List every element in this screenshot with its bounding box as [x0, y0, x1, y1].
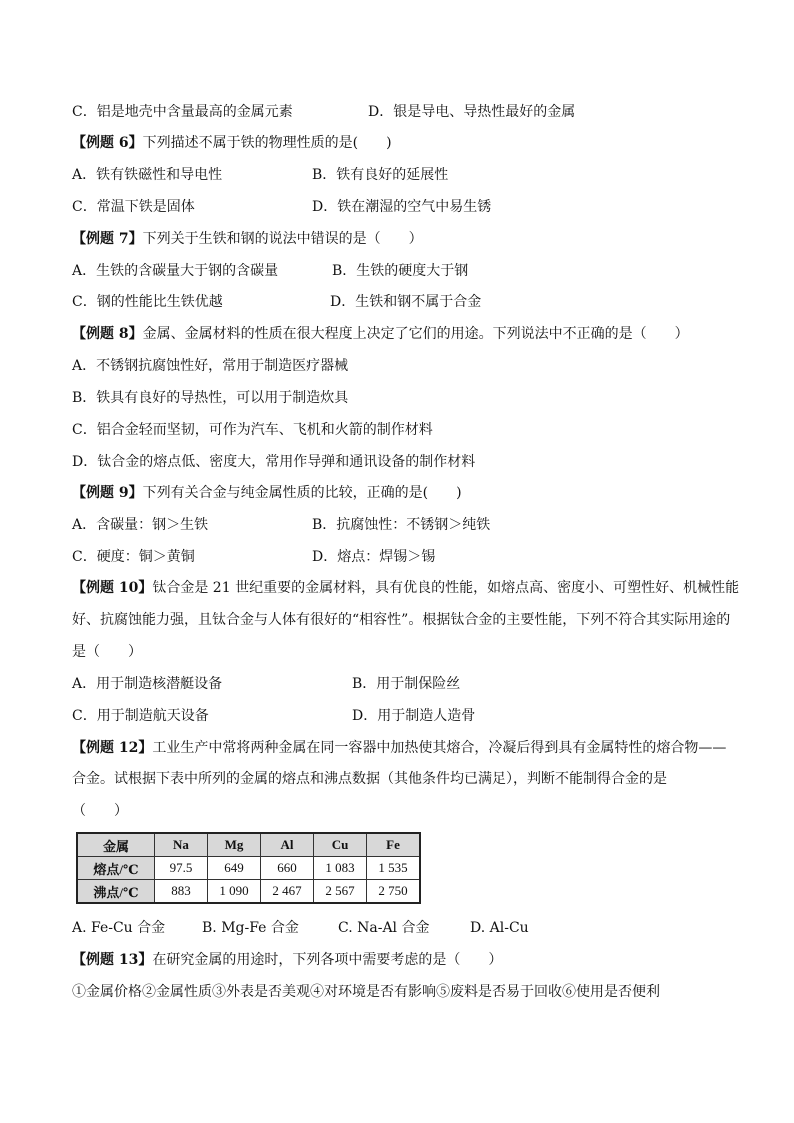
q12-tag: 【例题 12】	[72, 740, 153, 756]
q12-option-b: B. Mg-Fe 合金	[202, 920, 299, 936]
q8-option-a: A．不锈钢抗腐蚀性好，常用于制造医疗器械	[72, 358, 349, 374]
q6-option-d: D．铁在潮湿的空气中易生锈	[312, 199, 492, 215]
q10-option-c: C．用于制造航天设备	[72, 708, 209, 724]
table-cell: 649	[208, 857, 261, 880]
table-header-cell: Al	[261, 833, 314, 857]
table-row-label: 沸点/℃	[77, 880, 155, 904]
table-cell: 2 750	[367, 880, 421, 904]
q9-option-b: B．抗腐蚀性：不锈钢＞纯铁	[312, 517, 491, 533]
q9-stem	[72, 483, 462, 503]
q10-option-a: A．用于制造核潜艇设备	[72, 676, 223, 692]
table-header-cell: 金属	[77, 833, 155, 857]
q10-stem-line1	[72, 578, 739, 598]
q12-stem-line3: （ ）	[72, 803, 128, 819]
q7-stem	[72, 229, 423, 249]
table-cell: 97.5	[155, 857, 208, 880]
table-header-cell: Na	[155, 833, 208, 857]
q8-option-d: D．钛合金的熔点低、密度大，常用作导弹和通讯设备的制作材料	[72, 454, 476, 470]
table-cell: 2 567	[314, 880, 367, 904]
q6-option-c: C．常温下铁是固体	[72, 199, 195, 215]
table-row-label: 熔点/℃	[77, 857, 155, 880]
q12-option-d: D. Al-Cu	[470, 920, 529, 936]
q10-tag: 【例题 10】	[72, 580, 153, 596]
q5-option-c: C．铝是地壳中含量最高的金属元素	[72, 104, 293, 120]
q10-option-b: B．用于制保险丝	[352, 676, 461, 692]
q7-option-d: D．生铁和钢不属于合金	[330, 294, 482, 310]
q12-option-c: C. Na-Al 合金	[338, 920, 430, 936]
q6-option-a: A．铁有铁磁性和导电性	[72, 167, 223, 183]
q9-tag: 【例题 9】	[72, 485, 143, 501]
q9-stem-text: 下列有关合金与纯金属性质的比较，正确的是( )	[142, 485, 462, 501]
table-cell: 660	[261, 857, 314, 880]
table-cell: 1 535	[367, 857, 421, 880]
q9-option-a: A．含碳量：钢＞生铁	[72, 517, 209, 533]
q8-tag: 【例题 8】	[72, 326, 143, 342]
q10-stem-text1: 钛合金是 21 世纪重要的金属材料，具有优良的性能，如熔点高、密度小、可塑性好、机械性能	[152, 580, 740, 596]
q5-option-d: D．银是导电、导热性最好的金属	[368, 104, 576, 120]
q13-stem-text: 在研究金属的用途时，下列各项中需要考虑的是（ ）	[152, 952, 503, 968]
q7-stem-text: 下列关于生铁和钢的说法中错误的是（ ）	[142, 231, 423, 247]
metal-properties-table	[76, 832, 421, 904]
table-row-melting	[77, 857, 420, 880]
table-cell: 883	[155, 880, 208, 904]
q8-stem	[72, 324, 689, 344]
table-row-boiling	[77, 880, 420, 904]
q12-option-a: A. Fe-Cu 合金	[72, 920, 166, 936]
q12-stem-line2: 合金。试根据下表中所列的金属的熔点和沸点数据（其他条件均已满足），判断不能制得合金的是	[72, 771, 667, 787]
q8-option-b: B．铁具有良好的导热性，可以用于制造炊具	[72, 390, 349, 406]
q10-stem-line3: 是（ ）	[72, 644, 142, 660]
table-cell: 1 083	[314, 857, 367, 880]
q6-option-b: B．铁有良好的延展性	[312, 167, 449, 183]
table-header-cell: Cu	[314, 833, 367, 857]
q13-tag: 【例题 13】	[72, 952, 153, 968]
q12-stem-line1	[72, 738, 726, 758]
table-cell: 2 467	[261, 880, 314, 904]
table-header-cell: Fe	[367, 833, 421, 857]
q7-option-a: A．生铁的含碳量大于钢的含碳量	[72, 263, 279, 279]
q8-stem-text: 金属、金属材料的性质在很大程度上决定了它们的用途。下列说法中不正确的是（ ）	[142, 326, 689, 342]
q13-stem	[72, 950, 502, 970]
q7-option-b: B．生铁的硬度大于钢	[332, 263, 469, 279]
table-header-cell: Mg	[208, 833, 261, 857]
q9-option-c: C．硬度：铜＞黄铜	[72, 549, 195, 565]
table-cell: 1 090	[208, 880, 261, 904]
q13-items: ①金属价格②金属性质③外表是否美观④对环境是否有影响⑤废料是否易于回收⑥使用是否便利	[72, 984, 660, 1000]
q10-stem-line2: 好、抗腐蚀能力强，且钛合金与人体有很好的“相容性”。根据钛合金的主要性能，下列不符合其实际用途的	[72, 612, 731, 628]
q9-option-d: D．熔点：焊锡＞锡	[312, 549, 436, 565]
q6-stem	[72, 133, 392, 153]
q12-stem-text1: 工业生产中常将两种金属在同一容器中加热使其熔合，冷凝后得到具有金属特性的熔合物——	[152, 740, 727, 756]
q10-option-d: D．用于制造人造骨	[352, 708, 476, 724]
q7-option-c: C．钢的性能比生铁优越	[72, 294, 223, 310]
q8-option-c: C．铝合金轻而坚韧，可作为汽车、飞机和火箭的制作材料	[72, 422, 433, 438]
q6-tag: 【例题 6】	[72, 135, 143, 151]
q6-stem-text: 下列描述不属于铁的物理性质的是( )	[142, 135, 392, 151]
q7-tag: 【例题 7】	[72, 231, 143, 247]
table-header-row	[77, 833, 420, 857]
